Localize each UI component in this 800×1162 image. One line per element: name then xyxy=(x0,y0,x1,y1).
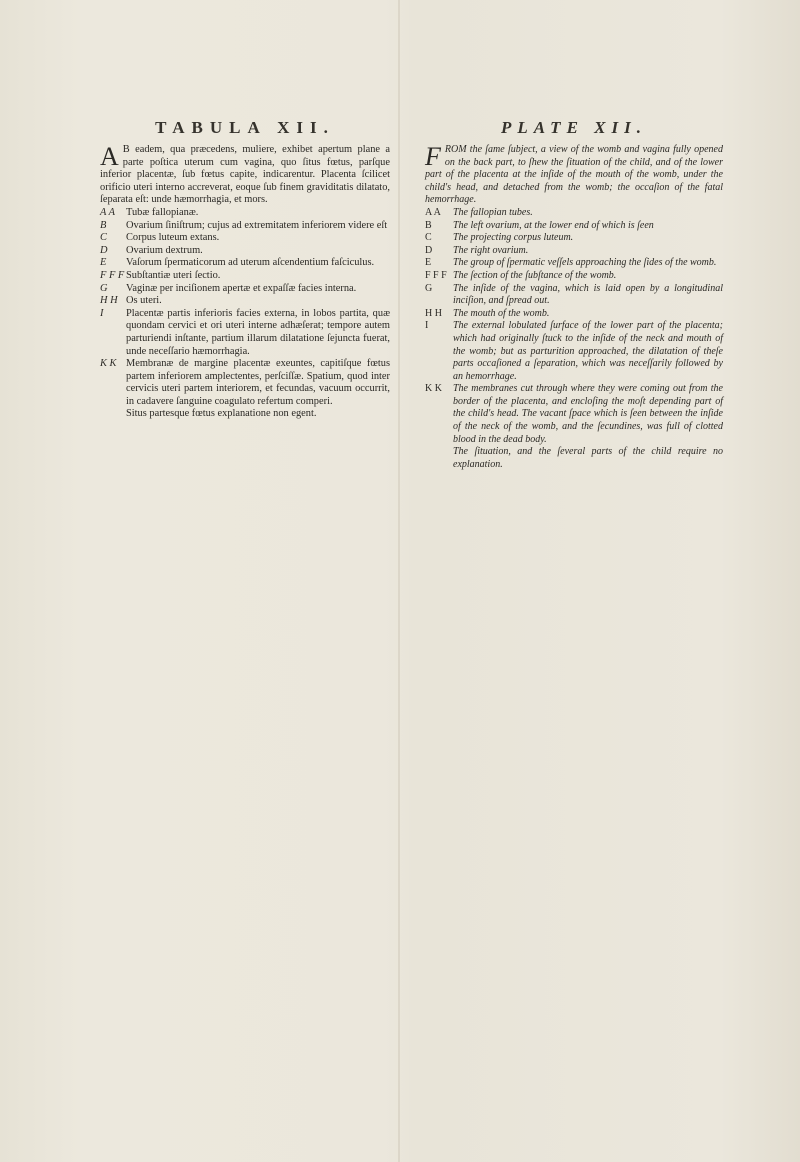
legend-key: G xyxy=(425,282,433,294)
legend-text: The projecting corpus luteum. xyxy=(453,232,574,244)
legend-text: Ovarium dextrum. xyxy=(126,244,203,256)
legend-closing-note: The ſituation, and the ſeveral parts of the child require no explanation. xyxy=(453,446,723,470)
legend-entry xyxy=(425,207,723,220)
legend-entry xyxy=(100,308,390,358)
legend-key: C xyxy=(100,232,107,244)
latin-legend xyxy=(100,207,390,421)
legend-text: Placentæ partis inferioris facies externa, in lobos partita, quæ quondam cervici et ori uteri interne adhæſerat; tempore autem parturiendi inſtante, partium illarum dilatatione ſejuncta fuerat, unde neceſſario hæmorrhagia. xyxy=(126,307,390,357)
legend-text: Vaſorum ſpermaticorum ad uterum aſcendentium faſciculus. xyxy=(126,257,375,269)
legend-key: C xyxy=(425,232,432,244)
english-title: PLATE XII. xyxy=(501,118,647,137)
legend-key: E xyxy=(425,257,432,269)
legend-key: G xyxy=(100,282,108,294)
legend-entry xyxy=(425,245,723,258)
legend-text: Os uteri. xyxy=(126,295,162,307)
legend-key: E xyxy=(100,257,107,269)
legend-entry xyxy=(425,220,723,233)
legend-text: The fallopian tubes. xyxy=(453,206,533,218)
legend-key: A A xyxy=(100,206,115,218)
legend-entry xyxy=(100,232,390,245)
english-intro xyxy=(425,144,723,207)
legend-text: Tubæ fallopianæ. xyxy=(126,206,199,218)
legend-key: I xyxy=(425,320,429,332)
legend-entry xyxy=(100,270,390,283)
latin-dropcap: A xyxy=(100,142,119,171)
legend-text: The right ovarium. xyxy=(453,244,529,256)
legend-key: D xyxy=(100,244,108,256)
english-intro-text: ROM the ſame ſubject, a view of the womb and vagina fully opened on the back part, to ſhew the ſituation of the child, and of the lower part of the placenta at the inſide of the mouth of the womb, under the child's head, and detached from the womb; the occaſion of the fatal hemorrhage. xyxy=(425,144,723,206)
legend-text: Vaginæ per inciſionem apertæ et expaſſæ facies interna. xyxy=(126,282,357,294)
legend-key: F F F xyxy=(100,269,125,281)
legend-key: D xyxy=(425,244,433,256)
legend-entry xyxy=(100,283,390,296)
english-dropcap: F xyxy=(425,142,441,171)
legend-entry xyxy=(100,245,390,258)
legend-key: K K xyxy=(100,358,117,370)
legend-entry xyxy=(100,358,390,421)
legend-text: The membranes cut through where they were coming out from the border of the placenta, and encloſing the moſt depending part of the child's head. The vacant ſpace which is ſeen between the inſide of the neck of the womb, and the ſecundines, was full of clotted blood in the dead body. xyxy=(453,383,723,445)
latin-title: TABULA XII. xyxy=(155,118,335,137)
legend-entry xyxy=(425,232,723,245)
legend-key: B xyxy=(425,219,432,231)
legend-entry xyxy=(425,270,723,283)
legend-text: Corpus luteum extans. xyxy=(126,232,220,244)
legend-key: H H xyxy=(100,295,118,307)
latin-intro-text: B eadem, qua præcedens, muliere, exhibet apertum plane a parte poſtica uterum cum vagina, quo ſitus fœtus, parſque inferior placentæ, ſub fœtus capite, indicarentur. Placenta ſcilicet orificio uteri interno accreverat, eoque ſub finem graviditatis dilatato, ſeparata eſt: unde hæmorrhagia, et mors. xyxy=(100,144,390,206)
legend-key: F F F xyxy=(425,269,447,281)
legend-closing-note: Situs partesque fœtus explanatione non egent. xyxy=(126,408,317,420)
legend-key: B xyxy=(100,219,107,231)
legend-text: The mouth of the womb. xyxy=(453,307,550,319)
legend-entry xyxy=(100,220,390,233)
legend-entry xyxy=(425,320,723,383)
legend-entry xyxy=(425,257,723,270)
english-legend xyxy=(425,207,723,471)
legend-key: A A xyxy=(425,206,441,218)
latin-intro xyxy=(100,144,390,207)
legend-key: H H xyxy=(425,307,442,319)
legend-entry xyxy=(425,308,723,321)
legend-entry xyxy=(100,207,390,220)
legend-key: I xyxy=(100,307,104,319)
legend-text: Subſtantiæ uteri ſectio. xyxy=(126,269,221,281)
legend-text: Membranæ de margine placentæ exeuntes, capitiſque fœtus partem inferiorem amplectentes, perſciſſæ. Spatium, quod inter cervicis uteri partem interiorem, et fecundas, vacuum occurrit, in cadavere ſanguine coagulato refertum comperi. xyxy=(126,358,390,407)
legend-text: The group of ſpermatic veſſels approaching the ſides of the womb. xyxy=(453,257,717,269)
legend-entry xyxy=(100,295,390,308)
legend-text: The external lobulated ſurface of the lower part of the placenta; which had originally ſtuck to the inſide of the neck and mouth of the womb; but as parturition approached, the dilatation of theſe parts occaſioned a ſeparation, which was neceſſarily followed by an hemorrhage. xyxy=(453,320,723,382)
legend-text: Ovarium ſiniſtrum; cujus ad extremitatem inferiorem videre eſt xyxy=(126,219,388,231)
legend-entry xyxy=(425,283,723,308)
legend-text: The inſide of the vagina, which is laid open by a longitudinal inciſion, and ſpread out. xyxy=(453,282,723,307)
legend-entry xyxy=(425,383,723,471)
page-fold xyxy=(398,0,400,1162)
english-column xyxy=(425,0,723,471)
legend-entry xyxy=(100,257,390,270)
legend-text: The left ovarium, at the lower end of which is ſeen xyxy=(453,219,654,231)
legend-key: K K xyxy=(425,383,442,395)
legend-text: The ſection of the ſubſtance of the womb. xyxy=(453,269,617,281)
latin-column xyxy=(100,0,390,421)
